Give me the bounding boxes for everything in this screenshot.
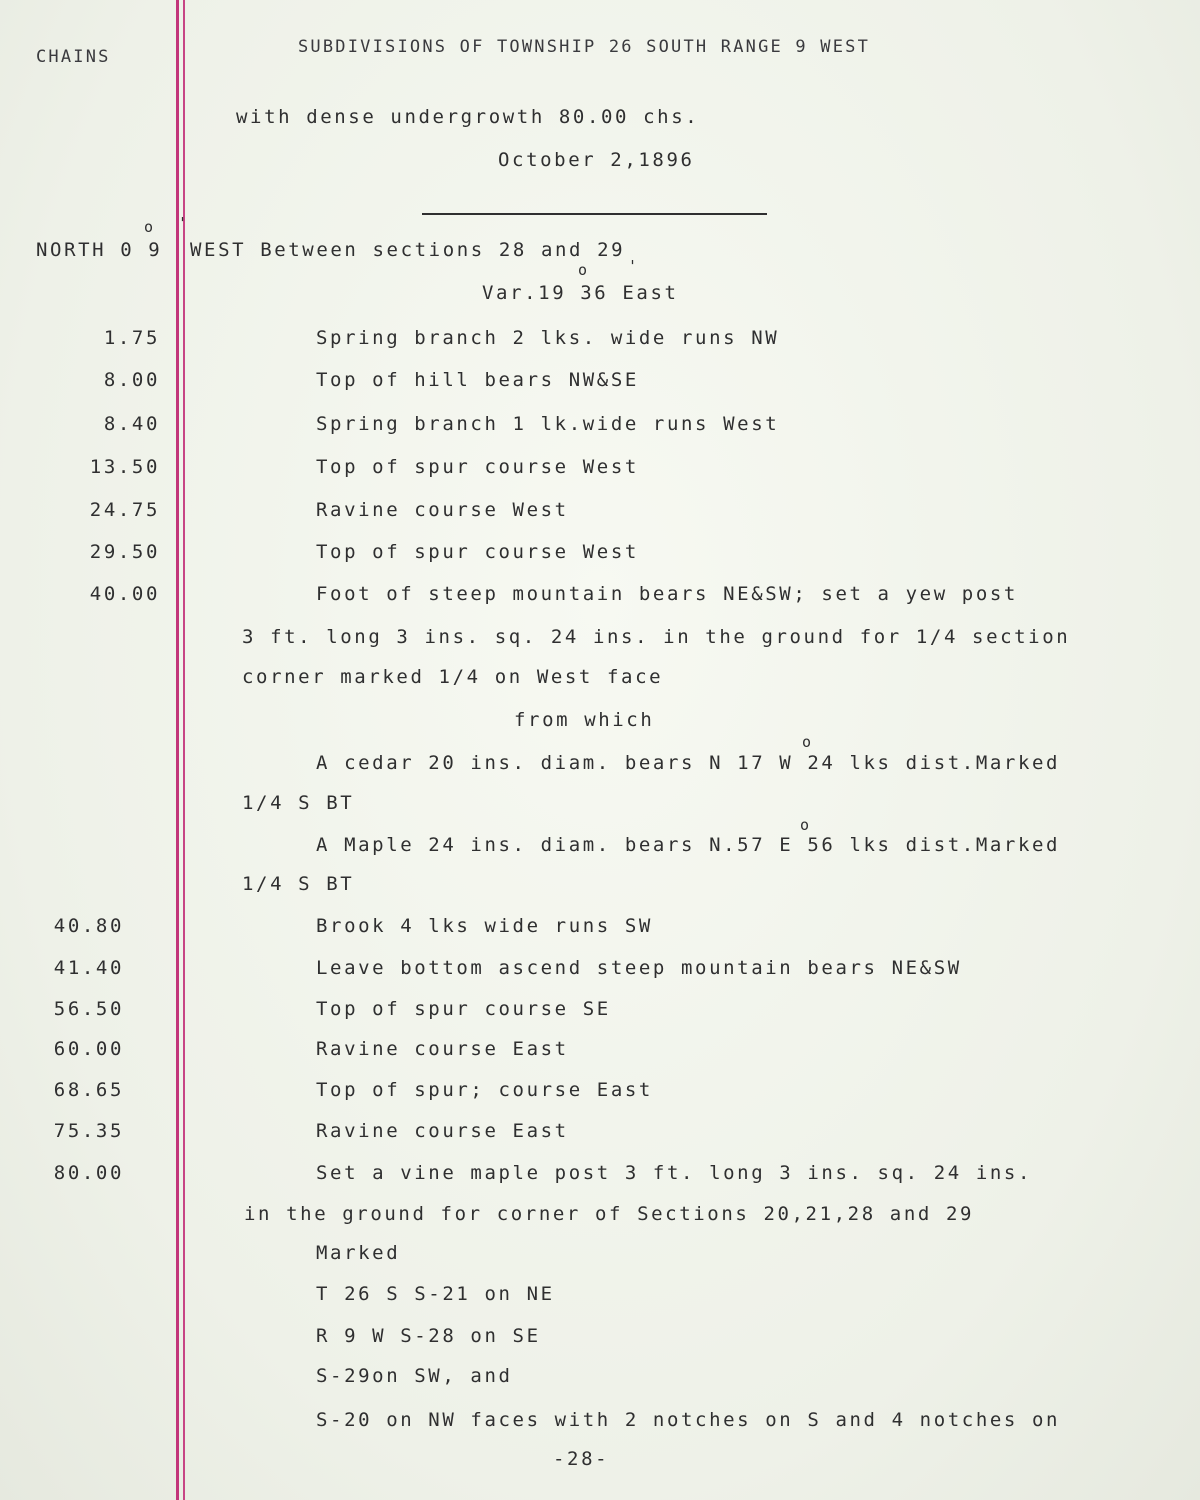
chain-value: 75.35 — [53, 1120, 124, 1142]
post-line: corner marked 1/4 on West face — [242, 666, 664, 688]
entry-text: Foot of steep mountain bears NE&SW; set a yew post — [316, 583, 1018, 605]
from-which: from which — [514, 709, 655, 731]
entry-text: Set a vine maple post 3 ft. long 3 ins. sq. 24 ins. — [316, 1162, 1032, 1184]
entry-text: Ravine course East — [316, 1038, 569, 1060]
degree-mark: o — [802, 733, 812, 751]
entry-text: Ravine course West — [316, 499, 569, 521]
chain-value: 8.40 — [103, 413, 160, 435]
entry-text: Leave bottom ascend steep mountain bears NE&SW — [316, 957, 962, 979]
marking-line: T 26 S S-21 on NE — [316, 1283, 555, 1305]
marked-label: Marked — [316, 1242, 401, 1264]
survey-date: October 2,1896 — [498, 149, 695, 171]
chain-value: 13.50 — [89, 456, 160, 478]
marking-line: S-20 on NW faces with 2 notches on S and 4 notches on — [316, 1409, 1061, 1431]
variation-line: Var.19 36 East — [482, 282, 679, 304]
bearing-tree-line: A cedar 20 ins. diam. bears N 17 W 24 lks dist.Marked — [316, 752, 1061, 774]
degree-mark: o — [578, 261, 588, 279]
minute-mark: ' — [628, 257, 638, 275]
entry-text: Top of spur course West — [316, 456, 639, 478]
page-title: SUBDIVISIONS OF TOWNSHIP 26 SOUTH RANGE 9 WEST — [298, 37, 871, 57]
page-number: -28- — [553, 1448, 610, 1470]
divider-rule — [422, 213, 767, 215]
bearing-tree-mark: 1/4 S BT — [242, 873, 355, 895]
chain-value: 60.00 — [53, 1038, 124, 1060]
chain-value: 40.00 — [89, 583, 160, 605]
bearing-direction: NORTH 0 9 — [36, 239, 163, 261]
chain-value: 29.50 — [89, 541, 160, 563]
bearing-tree-mark: 1/4 S BT — [242, 792, 355, 814]
bearing-tree-line: A Maple 24 ins. diam. bears N.57 E 56 lks dist.Marked — [316, 834, 1061, 856]
chain-value: 41.40 — [53, 957, 124, 979]
minute-mark: ' — [178, 214, 188, 232]
degree-mark: o — [144, 218, 154, 236]
chain-value: 56.50 — [53, 998, 124, 1020]
entry-text: Spring branch 1 lk.wide runs West — [316, 413, 780, 435]
chain-value: 24.75 — [89, 499, 160, 521]
post-line: 3 ft. long 3 ins. sq. 24 ins. in the ground for 1/4 section — [242, 626, 1071, 648]
chain-value: 40.80 — [53, 915, 124, 937]
marking-line: R 9 W S-28 on SE — [316, 1325, 541, 1347]
bearing-line: WEST Between sections 28 and 29 — [190, 239, 626, 261]
entry-text: Top of spur course SE — [316, 998, 611, 1020]
entry-text: Top of spur course West — [316, 541, 639, 563]
degree-mark: o — [800, 816, 810, 834]
chains-column-header: CHAINS — [36, 47, 111, 67]
chain-value: 80.00 — [53, 1162, 124, 1184]
chain-value: 8.00 — [103, 369, 160, 391]
chain-value: 68.65 — [53, 1079, 124, 1101]
marking-line: S-29on SW, and — [316, 1365, 513, 1387]
chain-value: 1.75 — [103, 327, 160, 349]
entry-text: Ravine course East — [316, 1120, 569, 1142]
corner-line: in the ground for corner of Sections 20,21,28 and 29 — [244, 1203, 975, 1225]
intro-line: with dense undergrowth 80.00 chs. — [236, 106, 700, 128]
entry-text: Top of hill bears NW&SE — [316, 369, 639, 391]
entry-text: Spring branch 2 lks. wide runs NW — [316, 327, 780, 349]
entry-text: Brook 4 lks wide runs SW — [316, 915, 653, 937]
entry-text: Top of spur; course East — [316, 1079, 653, 1101]
